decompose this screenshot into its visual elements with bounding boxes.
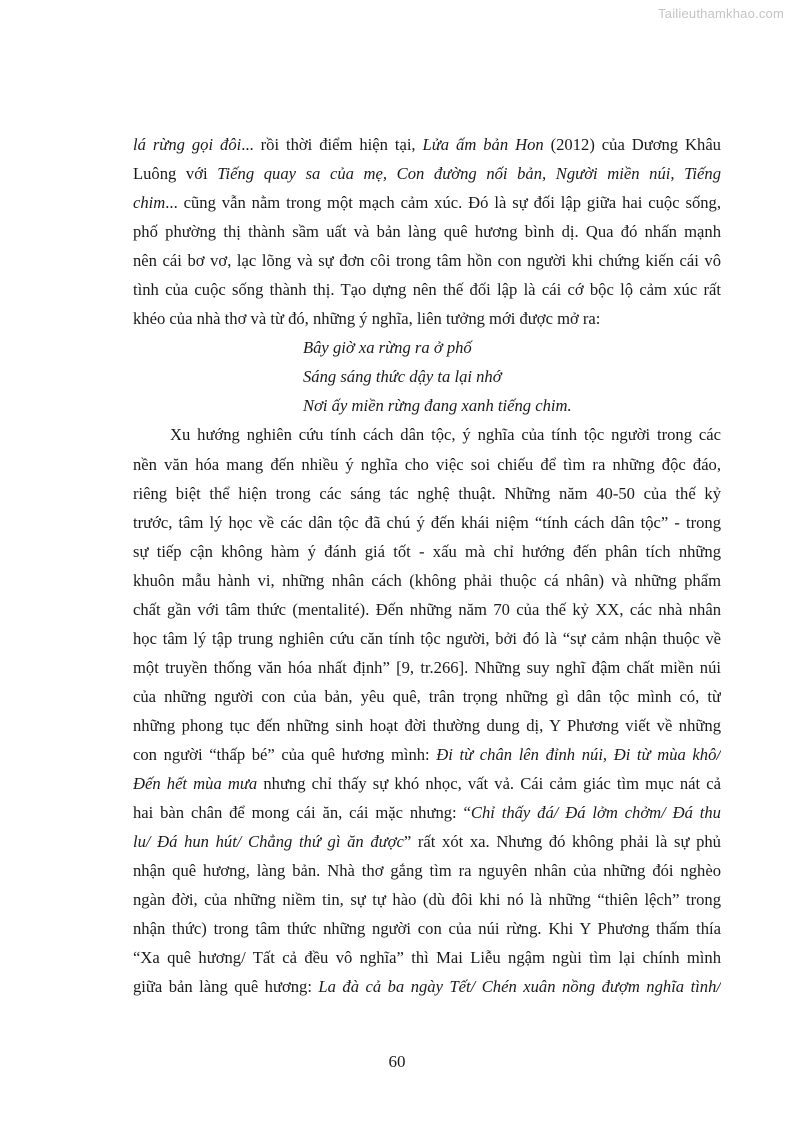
text-line: khéo của nhà thơ và từ đó, những ý nghĩa, liên tưởng mới được mở ra:	[133, 309, 601, 329]
poem-line: Nơi ấy miền rừng đang xanh tiếng chim.	[303, 396, 572, 416]
text-line: tình của cuộc sống thành thị. Tạo dựng nên thế đối lập là cái cớ bộc lộ cảm xúc rất	[133, 280, 721, 300]
text-line: học tâm lý tập trung nghiên cứu căn tính tộc người, bởi đó là “sự cảm nhận thuộc về	[133, 628, 721, 648]
text-line: hai bàn chân để mong cái ăn, cái mặc nhưng: “Chỉ thấy đá/ Đá lởm chởm/ Đá thu	[133, 803, 721, 823]
text-line: ngàn đời, của những niềm tin, sự tự hào (dù đôi khi nó là những “thiên lệch” trong	[133, 890, 721, 910]
text-line: chất gần với tâm thức (mentalité). Đến những năm 70 của thế kỷ XX, các nhà nhân	[133, 599, 721, 619]
text-line: Luông với Tiếng quay sa của mẹ, Con đường nối bản, Người miền núi, Tiếng	[133, 164, 721, 184]
text-line: Đến hết mùa mưa nhưng chỉ thấy sự khó nhọc, vất vả. Cái cảm giác tìm mục nát cả	[133, 774, 721, 794]
text-line: “Xa quê hương/ Tất cả đều vô nghĩa” thì Mai Liễu ngậm ngùi tìm lại chính mình	[133, 948, 721, 968]
text-line: giữa bản làng quê hương: La đà cả ba ngày Tết/ Chén xuân nồng đượm nghĩa tình/	[133, 977, 721, 997]
text-line: phố phường thị thành sầm uất và bản làng quê hương bình dị. Qua đó nhấn mạnh	[133, 222, 721, 242]
text-line: khuôn mẫu hành vi, những nhân cách (không phải thuộc cá nhân) và những phẩm	[133, 570, 721, 590]
text-line: trước, tâm lý học về các dân tộc đã chú ý đến khái niệm “tính cách dân tộc” - trong	[133, 512, 721, 532]
text-line: nên cái bơ vơ, lạc lõng và sự đơn côi trong tâm hồn con người khi chứng kiến cái vô	[133, 251, 721, 271]
text-line: những phong tục đến những sinh hoạt đời thường dung dị, Y Phương viết về những	[133, 715, 721, 735]
watermark-text: Tailieuthamkhao.com	[658, 6, 784, 21]
text-line: sự tiếp cận không hàm ý đánh giá tốt - xấu mà chỉ hướng đến phân tích những	[133, 541, 721, 561]
text-line: lá rừng gọi đôi... rồi thời điểm hiện tại, Lửa ấm bản Hon (2012) của Dương Khâu	[133, 135, 721, 154]
page-number: 60	[388, 1052, 406, 1071]
text-line: một truyền thống văn hóa nhất định” [9, tr.266]. Những suy nghĩ đậm chất miền núi	[133, 657, 721, 677]
text-line: lu/ Đá hun hút/ Chẳng thứ gì ăn được” rất xót xa. Nhưng đó không phải là sự phủ	[133, 832, 721, 852]
poem-line: Bây giờ xa rừng ra ở phố	[303, 338, 472, 358]
text-line: riêng biệt thể hiện trong các sáng tác nghệ thuật. Những năm 40-50 của thế kỷ	[133, 483, 721, 503]
text-line: Xu hướng nghiên cứu tính cách dân tộc, ý nghĩa của tính tộc người trong các	[170, 425, 721, 445]
text-line: của những người con của bản, yêu quê, trân trọng những gì dân tộc mình có, từ	[133, 686, 721, 706]
text-line: nhận thức) trong tâm thức những người con của núi rừng. Khi Y Phương thấm thía	[133, 919, 721, 939]
text-line: con người “thấp bé” của quê hương mình: Đi từ chân lên đỉnh núi, Đi từ mùa khô/	[133, 744, 721, 764]
document-body	[133, 130, 721, 1001]
text-line: nền văn hóa mang đến nhiều ý nghĩa cho việc soi chiếu để tìm ra những độc đáo,	[133, 454, 721, 474]
text-line: nhận quê hương, làng bản. Nhà thơ gắng tìm ra nguyên nhân của những đói nghèo	[133, 861, 721, 881]
text-line: chim... cũng vẫn nằm trong một mạch cảm xúc. Đó là sự đối lập giữa hai cuộc sống,	[133, 193, 721, 213]
poem-line: Sáng sáng thức dậy ta lại nhớ	[303, 367, 502, 387]
